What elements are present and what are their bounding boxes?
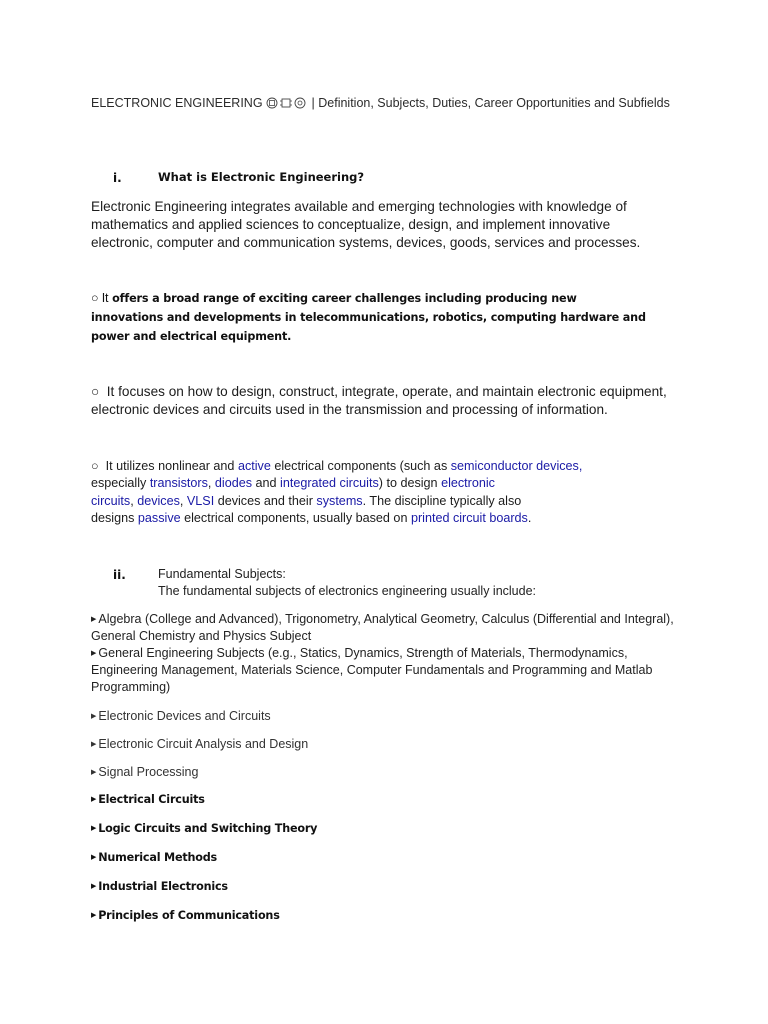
text: and [255, 476, 277, 491]
list-item-text: Electronic Devices and Circuits [98, 709, 271, 723]
link-printed-circuit-boards[interactable]: printed circuit boards [410, 510, 528, 525]
bullet-marker: ○ It [91, 291, 109, 305]
triangle-bullet-icon: ▶ [91, 882, 97, 890]
section-numeral: ii. [113, 568, 126, 582]
link-vlsi[interactable]: VLSI [186, 493, 215, 508]
link-devices[interactable]: devices [137, 493, 180, 508]
text: designs [91, 510, 135, 525]
list-item-text: Industrial Electronics [98, 880, 228, 893]
link-active[interactable]: active [237, 459, 271, 473]
text: . The discipline typically also [362, 493, 522, 508]
text: electrical components, usually based on [184, 510, 408, 525]
list-item-text: Logic Circuits and Switching Theory [98, 822, 318, 835]
link-circuits[interactable]: circuits [91, 493, 131, 508]
list-item [91, 793, 205, 806]
link-integrated-circuits[interactable]: integrated circuits [280, 476, 379, 491]
section-numeral: i. [113, 171, 122, 185]
list-item [91, 765, 198, 779]
link-electronic[interactable]: electronic [441, 476, 495, 491]
list-item [91, 611, 681, 645]
triangle-bullet-icon: ▶ [91, 853, 97, 861]
link-transistors[interactable]: transistors [149, 476, 208, 491]
text: , [179, 493, 184, 508]
title-suffix: | Definition, Subjects, Duties, Career Opportunities and Subfields [311, 96, 670, 110]
bullet-focus [91, 383, 691, 419]
list-item [91, 822, 317, 835]
triangle-bullet-icon: ▶ [91, 769, 97, 776]
circuit-icon [280, 97, 292, 109]
bullet-line [91, 475, 651, 492]
text: . [527, 510, 532, 525]
list-item [91, 880, 228, 893]
list-item-text: Algebra (College and Advanced), Trigonometry, Analytical Geometry, Calculus (Differential and Integral), General Chemistry and Physics Subject [91, 612, 674, 643]
bullet-text: It focuses on how to design, construct, integrate, operate, and maintain electronic equipment, electronic devices and circuits used in the transmission and processing of information. [91, 384, 667, 417]
text: , [207, 476, 212, 491]
link-semiconductor-devices[interactable]: semiconductor devices, [450, 459, 583, 473]
chip-icon [266, 97, 278, 109]
text: , [130, 493, 134, 508]
text: ) to design [378, 476, 438, 491]
list-item [91, 909, 280, 922]
section-heading: What is Electronic Engineering? [158, 170, 365, 184]
link-systems[interactable]: systems [316, 493, 363, 508]
text: devices and their [217, 493, 313, 508]
bullet-marker: ○ [91, 384, 100, 399]
triangle-bullet-icon: ▶ [91, 795, 97, 803]
bullet-line [91, 458, 651, 475]
triangle-bullet-icon: ▶ [91, 911, 97, 919]
list-item-text: Electronic Circuit Analysis and Design [98, 737, 309, 751]
list-item-text: General Engineering Subjects (e.g., Statics, Dynamics, Strength of Materials, Thermodynamics, Engineering Management, Materials Science, Computer Fundamentals and Programming and Matlab Programming) [91, 646, 653, 694]
bullet-line [91, 493, 651, 510]
list-item-text: Principles of Communications [98, 909, 280, 922]
list-item-text: Signal Processing [98, 765, 199, 779]
triangle-bullet-icon: ▶ [91, 616, 97, 623]
subject-list-top [91, 611, 681, 696]
list-item [91, 645, 681, 696]
page-title [91, 94, 691, 112]
list-item [91, 851, 217, 864]
section-heading: Fundamental Subjects: [158, 567, 286, 581]
gear-icon [294, 97, 306, 109]
link-diodes[interactable]: diodes [214, 476, 253, 491]
list-item [91, 709, 271, 723]
text: especially [91, 476, 147, 491]
definition-paragraph: Electronic Engineering integrates available and emerging technologies with knowledge of mathematics and applied sciences to conceptualize, design, and implement innovative electronic, computer and communication systems, devices, goods, services and processes. [91, 199, 641, 250]
text: It utilizes nonlinear and [105, 459, 235, 473]
text: electrical components (such as [274, 459, 448, 473]
bullet-components [91, 458, 651, 527]
link-passive[interactable]: passive [137, 510, 181, 525]
list-item [91, 737, 308, 751]
triangle-bullet-icon: ▶ [91, 713, 97, 720]
list-item-text: Numerical Methods [98, 851, 218, 864]
section-heading-block [158, 566, 678, 600]
bullet-line [91, 510, 651, 527]
bullet-career [91, 289, 651, 346]
title-prefix: ELECTRONIC ENGINEERING [91, 96, 263, 110]
bullet-marker: ○ [91, 459, 99, 473]
triangle-bullet-icon: ▶ [91, 824, 97, 832]
bullet-text: offers a broad range of exciting career challenges including producing new innovations and developments in telecommunications, robotics, computing hardware and power and electrical equipment. [91, 292, 646, 343]
triangle-bullet-icon: ▶ [91, 741, 97, 748]
triangle-bullet-icon: ▶ [91, 650, 97, 657]
list-item-text: Electrical Circuits [98, 793, 205, 806]
section-intro: The fundamental subjects of electronics engineering usually include: [158, 584, 537, 598]
